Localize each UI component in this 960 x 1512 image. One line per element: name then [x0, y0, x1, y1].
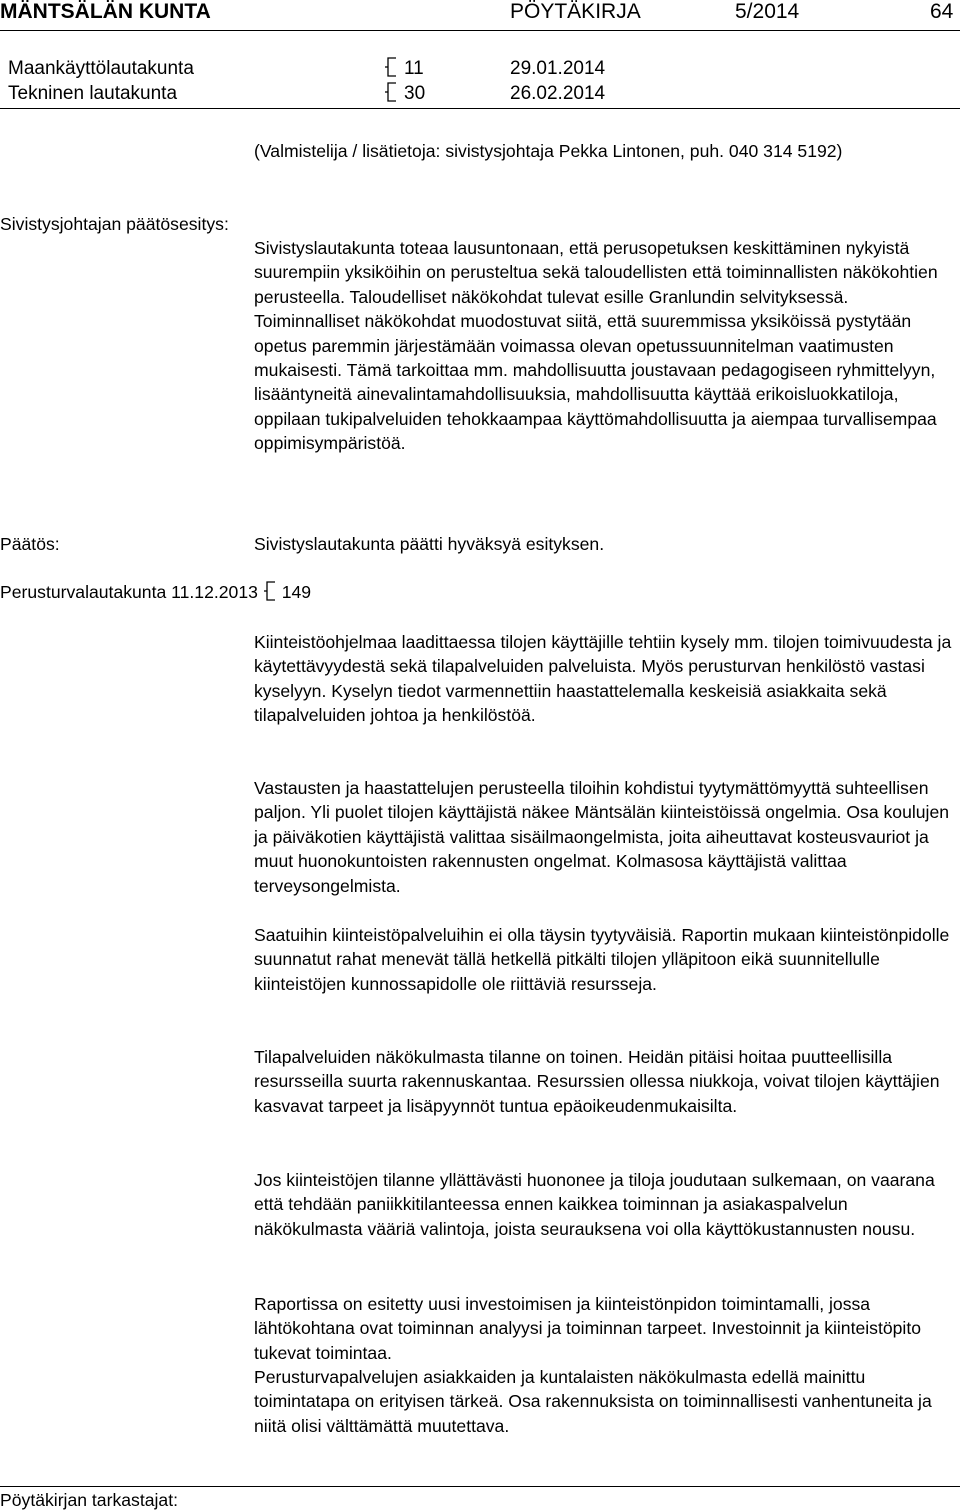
perusturva-date: 11.12.2013 [171, 582, 258, 602]
proposal-label: Sivistysjohtajan päätösesitys: [0, 214, 229, 234]
perusturva-paragraph: Raportissa on esitetty uusi investoimisen ja kiinteistönpidon toimintamalli, jossa lähtökohtana ovat toiminnan analyysi ja toiminnan tarpeet. Investoinnit ja kiinteistöpito tukevat toimintaa. [254, 1294, 922, 1363]
meeting-row [8, 82, 177, 106]
decision-text: Sivistyslautakunta päätti hyväksyä esityksen. [254, 534, 605, 554]
meeting-board: Tekninen lautakunta [8, 83, 178, 104]
perusturva-paragraph: Perusturvapalvelujen asiakkaiden ja kuntalaisten näkökulmasta edellä mainittu toimintatapa on erityisen tärkeä. Osa rakennuksista on toiminnallisesti vanhentuneita ja niitä olisi välttämättä muutettava. [254, 1367, 932, 1436]
perusturva-paragraph: Vastausten ja haastattelujen perusteella tiloihin kohdistui tyytymättömyyttä suhteellisen paljon. Yli puolet tilojen käyttäjistä näkee Mäntsälän kiinteistöissä ongelmia. Osa koulujen ja päiväkotien käyttäjistä valittaa sisäilmaongelmista, joita aiheuttavat kosteusvauriot ja muut huonokuntoisten rakennusten ongelmat. Kolmasosa käyttäjistä valittaa terveysongelmista. [254, 778, 950, 896]
meeting-section: 30 [404, 83, 426, 104]
header-rule [0, 30, 960, 31]
section-sign-icon [263, 581, 277, 601]
meeting-section: 11 [404, 58, 424, 79]
proposal-text: Sivistyslautakunta toteaa lausuntonaan, että perusopetuksen keskittäminen nykyistä suurempiin yksiköihin on perusteltua sekä taloudellisten että toiminnallisten näkökohtien perusteella. Taloudelliset näkökohdat tulevat esille Granlundin selvityksessä. Toiminnalliset näkökohdat muodostuvat siitä, että suuremmissa yksiköissä pystytään opetus paremmin järjestämään voimassa olevan opetussuunnitelman vaatimusten mukaisesti. Tämä tarkoittaa mm. mahdollisuutta joustavaan pedagogiseen ryhmittelyyn, lisääntyneitä ainevalintamahdollisuuksia, mahdollisuutta käyttää erikoisluokkatiloja, oppilaan tukipalveluiden tehokkaampaa käyttömahdollisuutta ja aiempaa turvallisempaa oppimisympäristöä. [254, 238, 938, 454]
section-sign-icon [384, 82, 398, 102]
inspectors-label: Pöytäkirjan tarkastajat: [0, 1490, 178, 1510]
meetings-rule [0, 108, 960, 109]
document-number: 5/2014 [735, 0, 800, 23]
org-name: MÄNTSÄLÄN KUNTA [0, 0, 211, 23]
preparer-note: (Valmistelija / lisätietoja: sivistysjohtaja Pekka Lintonen, puh. 040 314 5192) [254, 141, 843, 161]
section-sign-icon [384, 57, 398, 77]
meeting-date: 26.02.2014 [510, 83, 606, 104]
perusturva-paragraph: Jos kiinteistöjen tilanne yllättävästi huononee ja tiloja joudutaan sulkemaan, on vaarana että tehdään paniikkitilanteessa ennen kaikkea toiminnan ja asiakaspalvelun näkökulmasta vääriä valintoja, joista seurauksena voi olla käyttökustannusten nousu. [254, 1170, 935, 1239]
decision-label: Päätös: [0, 534, 60, 554]
footer-rule [0, 1486, 960, 1487]
perusturva-paragraph: Tilapalveluiden näkökulmasta tilanne on toinen. Heidän pitäisi hoitaa puutteellisilla resursseilla suurta rakennuskantaa. Resurssien ollessa niukkoja, voivat tilojen käyttäjien kasvavat tarpeet ja lisäpyynnöt tuntua epäoikeudenmukaisilta. [254, 1047, 940, 1116]
meeting-board: Maankäyttölautakunta [8, 58, 194, 79]
perusturva-board: Perusturvalautakunta [0, 582, 167, 602]
section-symbol-icon [384, 82, 398, 106]
meeting-date: 29.01.2014 [510, 58, 606, 79]
perusturva-paragraph: Kiinteistöohjelmaa laadittaessa tilojen käyttäjille tehtiin kysely mm. tilojen toimivuudesta ja käytettävyydestä sekä tilapalveluiden palveluista. Myös perusturvan henkilöstö vastasi kyselyyn. Kyselyn tiedot varmennettiin haastattelemalla keskeisiä asiakkaita sekä tilapalveluiden johtoa ja henkilöstöä. [254, 632, 952, 726]
section-symbol-icon [384, 57, 398, 81]
perusturva-heading [0, 580, 311, 604]
page-number: 64 [930, 0, 954, 23]
meeting-row [8, 57, 194, 81]
perusturva-paragraph: Saatuihin kiinteistöpalveluihin ei olla täysin tyytyväisiä. Raportin mukaan kiinteistönpidolle suunnatut rahat menevät tällä hetkellä pitkälti tilojen ylläpitoon eikä suunnitellulle kiinteistöjen kunnossapidolle ole riittäviä resursseja. [254, 925, 950, 994]
document-type: PÖYTÄKIRJA [510, 0, 641, 23]
perusturva-section: 149 [281, 582, 312, 602]
